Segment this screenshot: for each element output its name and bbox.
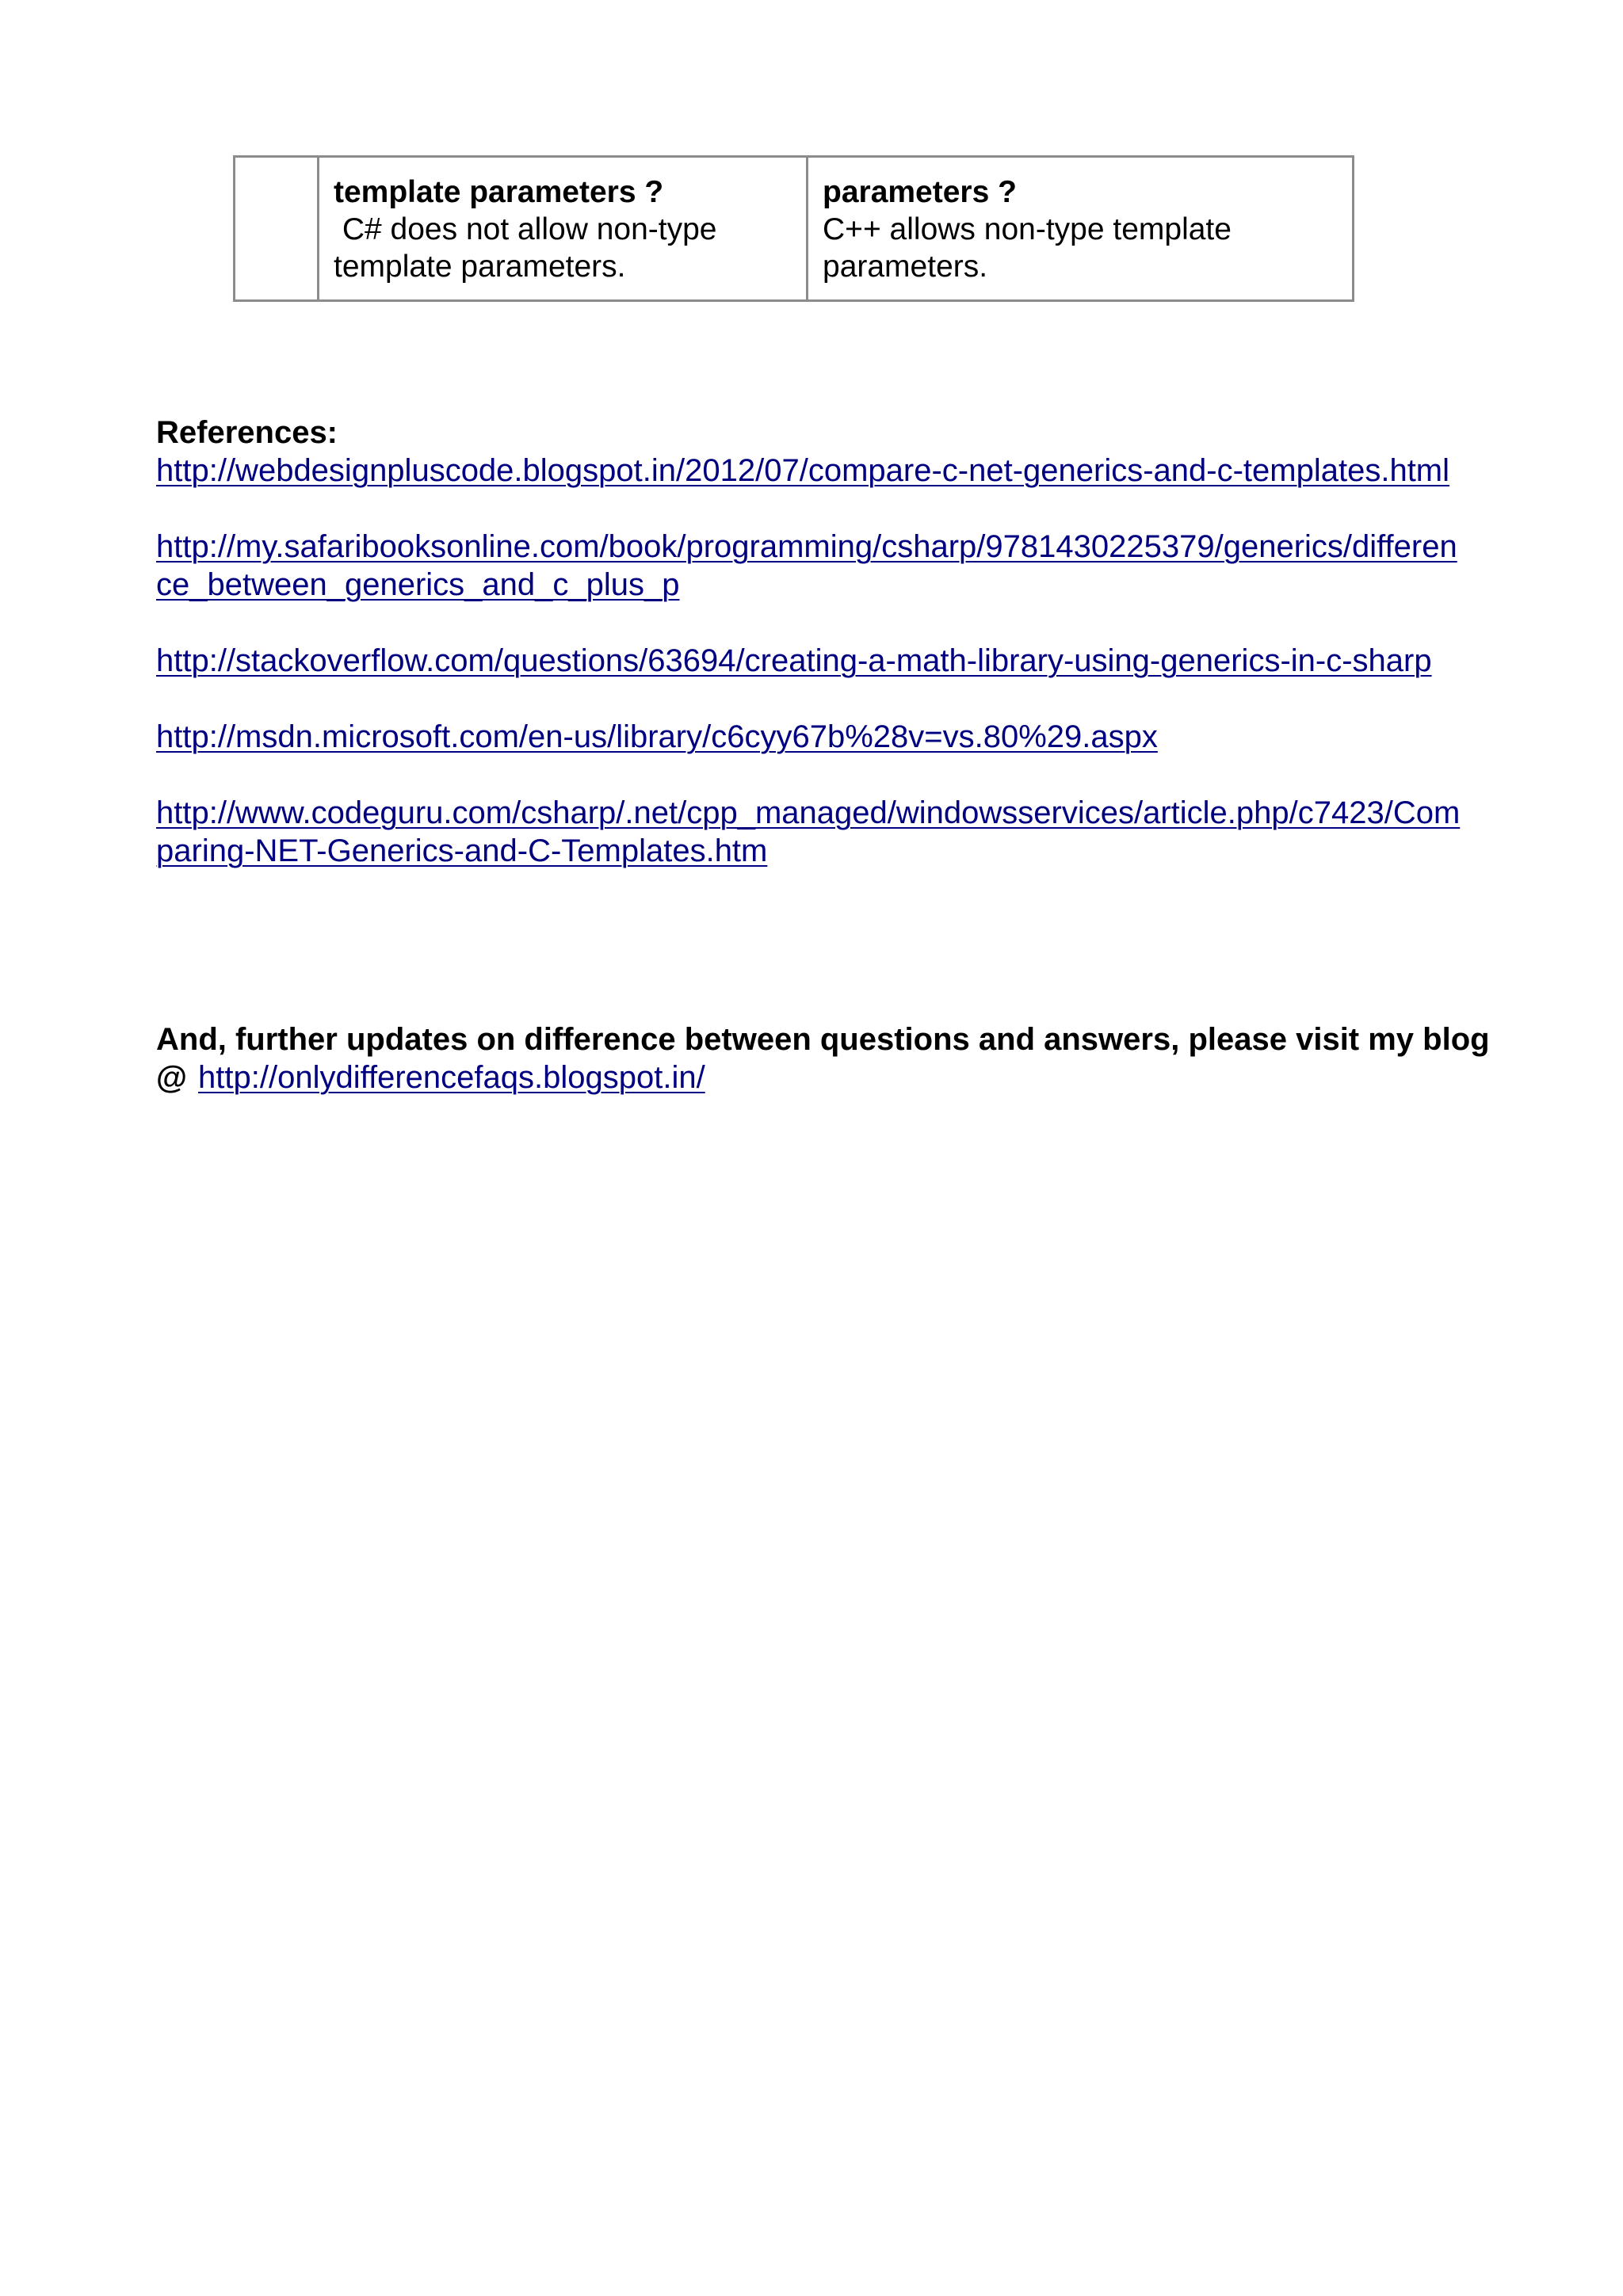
blog-link[interactable]: http://onlydifferencefaqs.blogspot.in/: [198, 1060, 705, 1095]
cpp-cell-text: C++ allows non-type template parameters.: [823, 212, 1240, 284]
cpp-cell-heading: parameters ?: [823, 175, 1017, 209]
reference-link-webdesignpluscode[interactable]: http://webdesignpluscode.blogspot.in/2012/07/compare-c-net-generics-and-c-templates.html: [156, 453, 1450, 488]
references-heading: References:: [156, 415, 338, 450]
csharp-cell-heading: template parameters ?: [334, 175, 664, 209]
serial-number-cell: [235, 157, 319, 301]
blog-note: [156, 1020, 1503, 1097]
csharp-cell: [319, 157, 808, 301]
reference-link-stackoverflow[interactable]: http://stackoverflow.com/questions/63694/creating-a-math-library-using-generics-in-c-sharp: [156, 643, 1432, 678]
references-section: [156, 414, 1472, 908]
cpp-cell: [808, 157, 1354, 301]
reference-link-msdn[interactable]: http://msdn.microsoft.com/en-us/library/c6cyy67b%28v=vs.80%29.aspx: [156, 719, 1158, 754]
csharp-cell-text: C# does not allow non-type template parameters.: [334, 212, 726, 284]
table-row: [235, 157, 1354, 301]
reference-link-codeguru[interactable]: http://www.codeguru.com/csharp/.net/cpp_managed/windowsservices/article.php/c7423/Comparing-NET-Generics-and-C-Templates.htm: [156, 795, 1461, 868]
comparison-table: [233, 155, 1354, 302]
reference-link-safaribooksonline[interactable]: http://my.safaribooksonline.com/book/programming/csharp/9781430225379/generics/difference_between_generics_and_c_plus_p: [156, 529, 1457, 602]
blog-note-text: And, further updates on difference between questions and answers, please visit my blog @: [156, 1022, 1490, 1095]
